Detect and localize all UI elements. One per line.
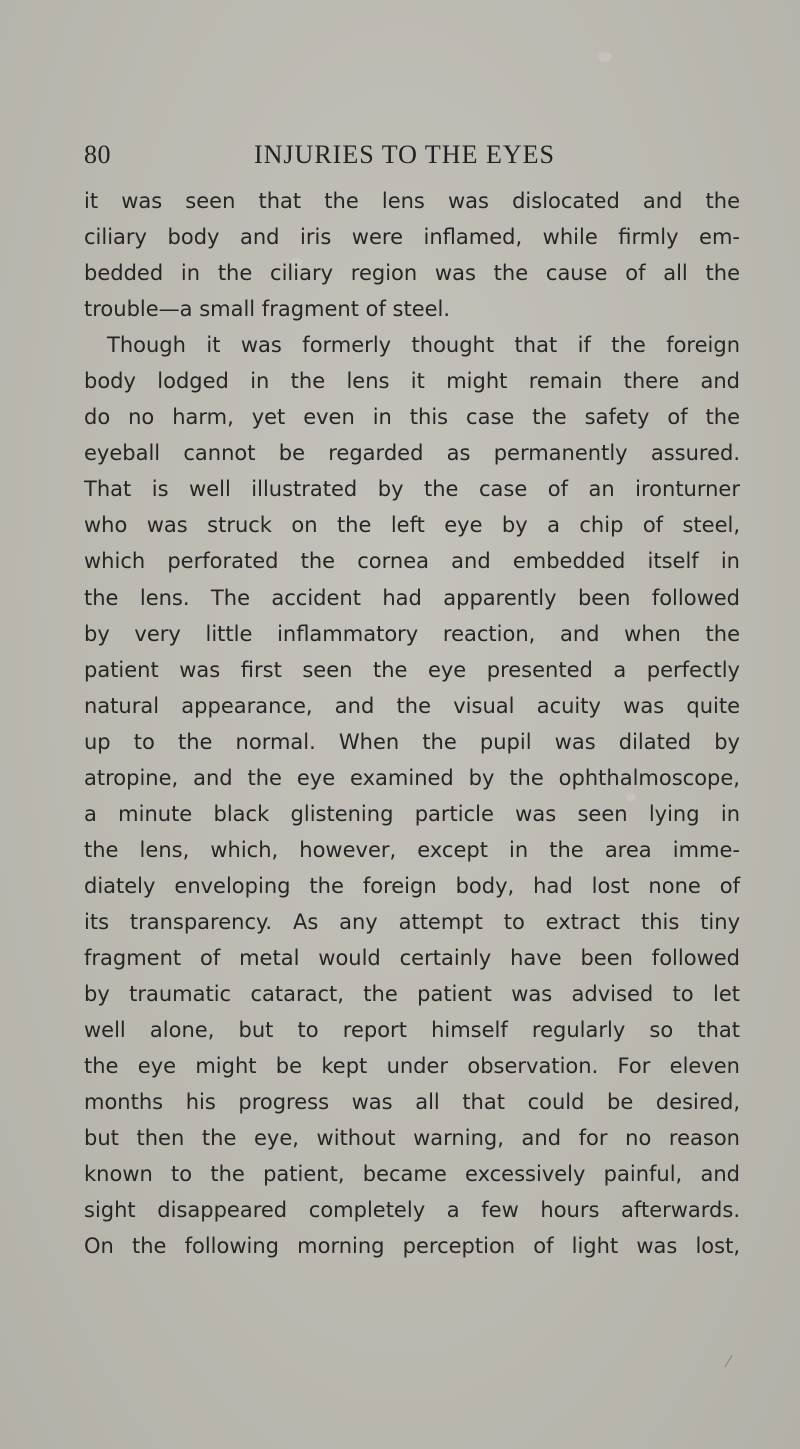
text-line: patient was first seen the eye presented a perfectly xyxy=(84,657,740,682)
running-head xyxy=(84,140,740,180)
text-line: diately enveloping the foreign body, had lost none of xyxy=(84,873,740,898)
paper-spot xyxy=(598,52,612,62)
text-line: ciliary body and iris were inflamed, while firmly em- xyxy=(84,225,740,250)
text-line: the lens. The accident had apparently been followed xyxy=(84,585,740,610)
text-line: eyeball cannot be regarded as permanently assured. xyxy=(84,441,740,466)
text-line: On the following morning perception of light was lost, xyxy=(84,1234,740,1259)
text-line: known to the patient, became excessively painful, and xyxy=(84,1162,740,1187)
text-line: who was struck on the left eye by a chip of steel, xyxy=(84,513,740,538)
text-line: body lodged in the lens it might remain there and xyxy=(84,369,740,394)
text-line: trouble—a small fragment of steel. xyxy=(84,297,451,322)
text-line: a minute black glistening particle was seen lying in xyxy=(84,801,740,826)
text-line: the eye might be kept under observation. For eleven xyxy=(84,1054,740,1079)
text-line: well alone, but to report himself regularly so that xyxy=(84,1018,740,1043)
text-line: sight disappeared completely a few hours afterwards. xyxy=(84,1198,740,1223)
text-line: months his progress was all that could be desired, xyxy=(84,1090,740,1115)
text-line: fragment of metal would certainly have been followed xyxy=(84,945,740,970)
text-line: atropine, and the eye examined by the ophthalmoscope, xyxy=(84,765,740,790)
text-line: it was seen that the lens was dislocated and the xyxy=(84,189,740,213)
ink-fleck xyxy=(724,1355,732,1367)
text-line: by traumatic cataract, the patient was advised to let xyxy=(84,982,740,1007)
text-line: which perforated the cornea and embedded itself in xyxy=(84,549,740,574)
text-line: by very little inflammatory reaction, and when the xyxy=(84,621,740,646)
page-number: 80 xyxy=(84,140,111,169)
text-line: natural appearance, and the visual acuity was quite xyxy=(84,693,740,718)
text-line: its transparency. As any attempt to extract this tiny xyxy=(84,909,740,934)
text-line: do no harm, yet even in this case the safety of the xyxy=(84,405,740,430)
text-line: bedded in the ciliary region was the cause of all the xyxy=(84,261,740,286)
text-line: That is well illustrated by the case of an ironturner xyxy=(84,477,740,502)
text-line: up to the normal. When the pupil was dilated by xyxy=(84,729,740,754)
body-text xyxy=(84,183,740,1264)
text-line: the lens, which, however, except in the area imme- xyxy=(84,837,740,862)
text-line: Though it was formerly thought that if the foreign xyxy=(107,333,740,358)
text-line: but then the eye, without warning, and for no reason xyxy=(84,1126,740,1151)
page-title: INJURIES TO THE EYES xyxy=(254,140,555,169)
